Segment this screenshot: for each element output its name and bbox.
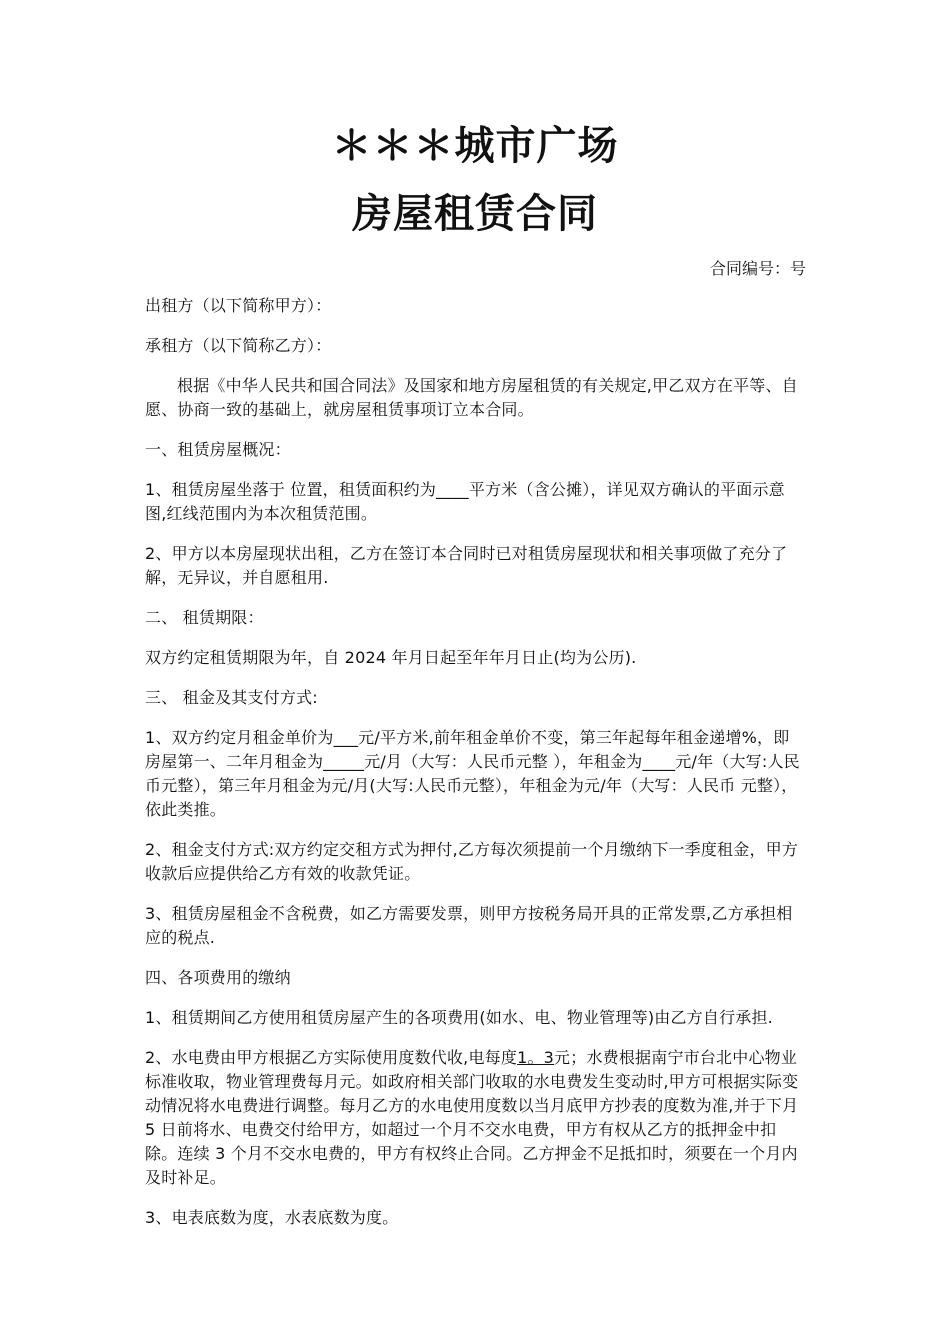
clause-1-1: 1、租赁房屋坐落于 位置，租赁面积约为____平方米（含公摊），详见双方确认的平面示意图,红线范围内为本次租赁范围。 xyxy=(145,480,785,523)
clause-4-2-part-a: 2、水电费由甲方根据乙方实际使用度数代收,电每度 xyxy=(145,1048,518,1067)
lessor-line: 出租方（以下简称甲方）： xyxy=(145,296,332,315)
clause-1-2: 2、甲方以本房屋现状出租，乙方在签订本合同时已对租赁房屋现状和相关事项做了充分了解，无异议，并自愿租用. xyxy=(145,544,788,587)
intro-paragraph: 根据《中华人民共和国合同法》及国家和地方房屋租赁的有关规定,甲乙双方在平等、自愿、协商一致的基础上，就房屋租赁事项订立本合同。 xyxy=(145,376,798,419)
section-heading-2: 二、 租赁期限： xyxy=(145,608,264,627)
contract-body xyxy=(145,294,805,1246)
contract-number: 合同编号：号 xyxy=(709,259,806,278)
clause-4-1: 1、租赁期间乙方使用租赁房屋产生的各项费用(如水、电、物业管理等)由乙方自行承担. xyxy=(145,1008,773,1027)
electricity-rate: 1。3 xyxy=(517,1048,555,1067)
lessee-line: 承租方（以下简称乙方）： xyxy=(145,336,332,355)
section-heading-4: 四、各项费用的缴纳 xyxy=(145,968,291,987)
clause-4-2 xyxy=(145,1046,805,1190)
section-heading-1: 一、租赁房屋概况： xyxy=(145,440,291,459)
title-line-2: 房屋租赁合同 xyxy=(352,191,598,237)
clause-3-2: 2、租金支付方式:双方约定交租方式为押付,乙方每次须提前一个月缴纳下一季度租金，甲方收款后应提供给乙方有效的收款凭证。 xyxy=(145,840,799,883)
clause-3-1: 1、双方约定月租金单价为___元/平方米,前年租金单价不变，第三年起每年租金递增%，即房屋第一、二年月租金为_____元/月（大写：人民币元整 ），年租金为____元/年（大写:人民币元整），第三年月租金为元/月(大写:人民币元整），年租金为元/年（大写：人民币 元整），依此类推。 xyxy=(145,728,800,819)
title-line-1: ＊＊＊城市广场 xyxy=(331,123,619,169)
section-heading-3: 三、 租金及其支付方式: xyxy=(145,688,318,707)
clause-4-3: 3、电表底数为度，水表底数为度。 xyxy=(145,1208,399,1227)
clause-2-1: 双方约定租赁期限为年，自 2024 年月日起至年年月日止(均为公历). xyxy=(145,648,637,667)
clause-3-3: 3、租赁房屋租金不含税费，如乙方需要发票，则甲方按税务局开具的正常发票,乙方承担相应的税点. xyxy=(145,904,793,947)
clause-4-2-part-b: 元；水费根据南宁市台北中心物业标准收取，物业管理费每月元。如政府相关部门收取的水电费发生变动时,甲方可根据实际变动情况将水电费进行调整。每月乙方的水电使用度数以当月底甲方抄表的度数为准,并于下月 5 日前将水、电费交付给甲方，如超过一个月不交水电费，甲方有权从乙方的抵押金中扣除。连续 3 个月不交水电费的，甲方有权终止合同。乙方押金不足抵扣时，须要在一个月内及时补足。 xyxy=(145,1048,799,1187)
